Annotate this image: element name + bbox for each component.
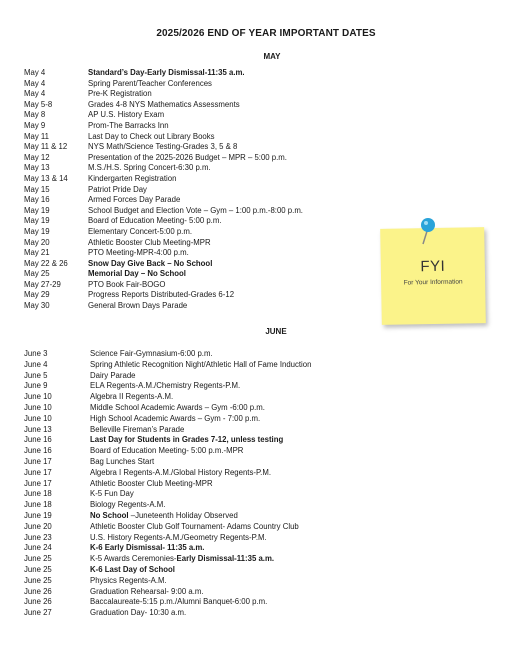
- event-row: [24, 543, 311, 554]
- event-date: June 25: [24, 554, 52, 564]
- event-date: May 12: [24, 152, 50, 162]
- event-date: June 25: [24, 564, 52, 574]
- event-description: PTO Meeting-MPR-4:00 p.m.: [88, 248, 189, 258]
- event-row: [24, 163, 303, 174]
- event-date: June 17: [24, 456, 52, 466]
- event-date: June 18: [24, 489, 52, 499]
- event-date: June 13: [24, 424, 52, 434]
- event-date: May 20: [24, 237, 50, 247]
- page-title: 2025/2026 END OF YEAR IMPORTANT DATES: [156, 28, 376, 39]
- event-date: May 21: [24, 248, 50, 258]
- event-date: May 25: [24, 269, 50, 279]
- event-date: June 19: [24, 510, 52, 520]
- event-date: May 15: [24, 184, 50, 194]
- event-date: June 16: [24, 446, 52, 456]
- event-description: K-6 Last Day of School: [90, 564, 175, 574]
- month-heading-june: JUNE: [265, 327, 287, 336]
- event-description: Presentation of the 2025-2026 Budget – MPR – 5:00 p.m.: [88, 152, 287, 162]
- event-description: Armed Forces Day Parade: [88, 195, 181, 205]
- event-row: [24, 371, 311, 382]
- event-row: [24, 533, 311, 544]
- event-row: [24, 79, 303, 90]
- event-row: [24, 479, 311, 490]
- event-date: May 5-8: [24, 99, 53, 109]
- event-row: [24, 68, 303, 79]
- event-description: Graduation Rehearsal- 9:00 a.m.: [90, 586, 204, 596]
- event-row: [24, 587, 311, 598]
- event-row: [24, 457, 311, 468]
- event-row: [24, 511, 311, 522]
- event-date: May 13 & 14: [24, 173, 68, 183]
- event-row: [24, 435, 311, 446]
- event-description: AP U.S. History Exam: [88, 110, 165, 120]
- event-description: Prom-The Barracks Inn: [88, 120, 169, 130]
- event-description: K-5 Fun Day: [90, 489, 134, 499]
- event-row: [24, 468, 311, 479]
- event-row: [24, 301, 303, 312]
- event-row: [24, 195, 303, 206]
- event-description: Elementary Concert-5:00 p.m.: [88, 226, 193, 236]
- event-description: High School Academic Awards – Gym - 7:00 p.m.: [90, 413, 261, 423]
- month-heading-may: MAY: [263, 52, 281, 61]
- event-row: [24, 403, 311, 414]
- pushpin-icon: [417, 216, 439, 246]
- event-description: Kindergarten Registration: [88, 173, 177, 183]
- event-description: Last Day for Students in Grades 7-12, unless testing: [90, 435, 284, 445]
- event-date: June 10: [24, 413, 52, 423]
- event-date: May 8: [24, 110, 46, 120]
- event-description: Dairy Parade: [90, 370, 136, 380]
- event-row: [24, 227, 303, 238]
- event-row: [24, 248, 303, 259]
- event-row: [24, 185, 303, 196]
- event-row: [24, 153, 303, 164]
- event-description: Physics Regents-A.M.: [90, 575, 167, 585]
- fyi-heading: FYI: [420, 257, 446, 276]
- event-description: Athletic Booster Club Meeting-MPR: [90, 478, 213, 488]
- event-row: [24, 238, 303, 249]
- event-description: General Brown Days Parade: [88, 301, 188, 311]
- event-description: Biology Regents-A.M.: [90, 500, 166, 510]
- event-description: M.S./H.S. Spring Concert-6:30 p.m.: [88, 163, 211, 173]
- event-date: May 16: [24, 195, 50, 205]
- event-description: Board of Education Meeting- 5:00 p.m.-MPR: [90, 446, 244, 456]
- event-date: May 4: [24, 68, 46, 77]
- event-row: [24, 360, 311, 371]
- event-date: June 26: [24, 586, 52, 596]
- event-date: June 9: [24, 381, 48, 391]
- event-row: [24, 349, 311, 360]
- event-date: May 19: [24, 226, 50, 236]
- event-description: Standard’s Day-Early Dismissal-11:35 a.m.: [88, 68, 245, 77]
- event-description: Middle School Academic Awards – Gym -6:00 p.m.: [90, 402, 265, 412]
- event-description: Grades 4-8 NYS Mathematics Assessments: [88, 99, 240, 109]
- event-date: June 18: [24, 500, 52, 510]
- event-description: Algebra II Regents-A.M.: [90, 392, 174, 402]
- june-event-list: [24, 349, 311, 619]
- event-description: Snow Day Give Back – No School: [88, 258, 213, 268]
- event-date: June 17: [24, 467, 52, 477]
- event-description: Athletic Booster Club Meeting-MPR: [88, 237, 211, 247]
- event-description: K-6 Early Dismissal- 11:35 a.m.: [90, 543, 205, 553]
- event-date: June 23: [24, 532, 52, 542]
- event-description: NYS Math/Science Testing-Grades 3, 5 & 8: [88, 142, 238, 152]
- event-date: May 29: [24, 290, 50, 300]
- event-row: [24, 565, 311, 576]
- event-description: K-5 Awards Ceremonies-Early Dismissal-11:35 a.m.: [90, 554, 275, 564]
- event-date: May 19: [24, 205, 50, 215]
- event-row: [24, 392, 311, 403]
- event-description: Algebra I Regents-A.M./Global History Regents-P.M.: [90, 467, 271, 477]
- event-description: Athletic Booster Club Golf Tournament- Adams Country Club: [90, 521, 299, 531]
- event-row: [24, 110, 303, 121]
- event-date: June 25: [24, 575, 52, 585]
- event-row: [24, 597, 311, 608]
- event-date: May 11: [24, 131, 49, 141]
- event-date: June 10: [24, 402, 52, 412]
- event-date: May 30: [24, 301, 50, 311]
- event-row: [24, 608, 311, 619]
- event-row: [24, 381, 311, 392]
- event-row: [24, 216, 303, 227]
- event-date: May 11 & 12: [24, 142, 68, 152]
- event-description: Spring Athletic Recognition Night/Athletic Hall of Fame Induction: [90, 359, 312, 369]
- event-row: [24, 414, 311, 425]
- event-row: [24, 174, 303, 185]
- event-description: Bag Lunches Start: [90, 456, 155, 466]
- may-event-list: [24, 68, 303, 312]
- event-description: Memorial Day – No School: [88, 269, 186, 279]
- event-description: Pre-K Registration: [88, 89, 152, 99]
- event-date: May 4: [24, 89, 46, 99]
- fyi-subtext: For Your Information: [403, 278, 463, 287]
- event-description: PTO Book Fair-BOGO: [88, 279, 166, 289]
- event-row: [24, 489, 311, 500]
- event-description: ELA Regents-A.M./Chemistry Regents-P.M.: [90, 381, 241, 391]
- event-description: Science Fair-Gymnasium-6:00 p.m.: [90, 349, 213, 358]
- event-date: June 20: [24, 521, 52, 531]
- event-row: [24, 132, 303, 143]
- event-row: [24, 280, 303, 291]
- event-description: Baccalaureate-5:15 p.m./Alumni Banquet-6:00 p.m.: [90, 597, 268, 607]
- event-date: June 27: [24, 608, 52, 618]
- event-date: June 3: [24, 349, 48, 358]
- event-row: [24, 522, 311, 533]
- event-description: Spring Parent/Teacher Conferences: [88, 78, 212, 88]
- event-date: May 13: [24, 163, 50, 173]
- event-description: Board of Education Meeting- 5:00 p.m.: [88, 216, 222, 226]
- event-date: June 24: [24, 543, 52, 553]
- event-date: May 27-29: [24, 279, 61, 289]
- event-description: No School –Juneteenth Holiday Observed: [90, 510, 238, 520]
- event-row: [24, 142, 303, 153]
- event-row: [24, 100, 303, 111]
- event-description: Last Day to Check out Library Books: [88, 131, 215, 141]
- event-row: [24, 576, 311, 587]
- event-row: [24, 121, 303, 132]
- event-date: June 17: [24, 478, 52, 488]
- event-date: May 9: [24, 120, 46, 130]
- event-date: June 4: [24, 359, 48, 369]
- event-row: [24, 500, 311, 511]
- event-date: June 26: [24, 597, 52, 607]
- event-row: [24, 446, 311, 457]
- event-date: June 16: [24, 435, 52, 445]
- event-description: School Budget and Election Vote – Gym – 1:00 p.m.-8:00 p.m.: [88, 205, 303, 215]
- event-date: June 10: [24, 392, 52, 402]
- event-description: Patriot Pride Day: [88, 184, 147, 194]
- event-date: May 4: [24, 78, 46, 88]
- event-date: May 19: [24, 216, 50, 226]
- event-description: U.S. History Regents-A.M./Geometry Regents-P.M.: [90, 532, 267, 542]
- event-row: [24, 206, 303, 217]
- event-date: May 22 & 26: [24, 258, 68, 268]
- event-description: Progress Reports Distributed-Grades 6-12: [88, 290, 235, 300]
- event-row: [24, 290, 303, 301]
- event-description: Belleville Fireman’s Parade: [90, 424, 185, 434]
- event-row: [24, 425, 311, 436]
- event-row: [24, 554, 311, 565]
- event-description: Graduation Day- 10:30 a.m.: [90, 608, 187, 618]
- event-date: June 5: [24, 370, 48, 380]
- event-row: [24, 89, 303, 100]
- event-row: [24, 269, 303, 280]
- event-row: [24, 259, 303, 270]
